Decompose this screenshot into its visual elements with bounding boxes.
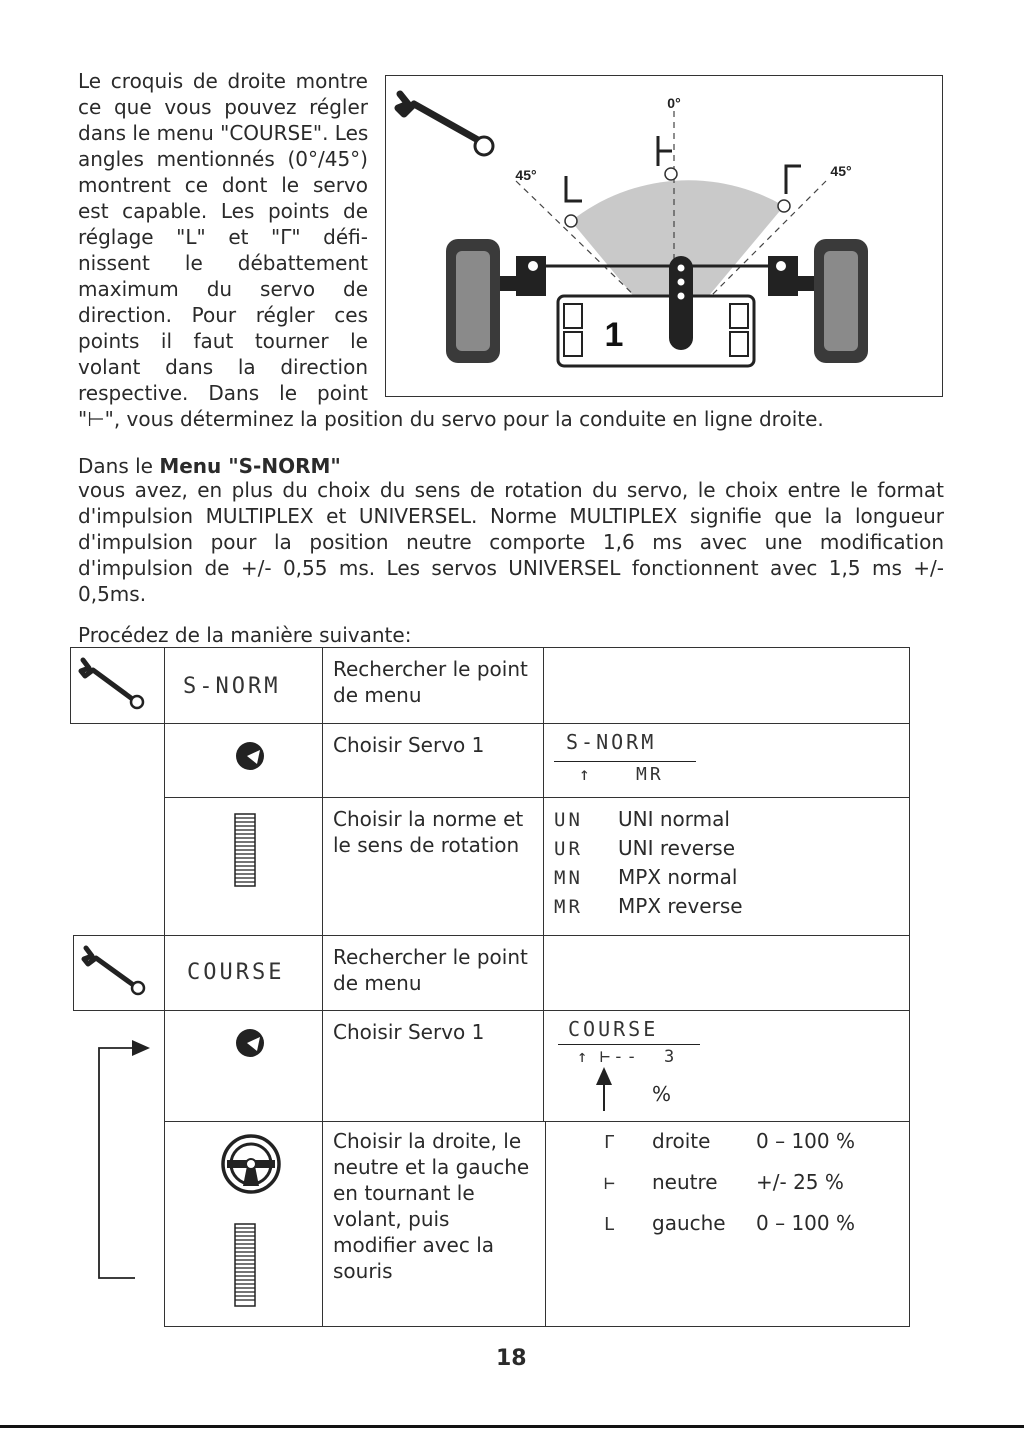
left-knuckle-pin (528, 261, 538, 271)
servo-mount-hole (564, 304, 582, 328)
list-item (554, 893, 743, 922)
right-limit-point (778, 200, 790, 212)
row4-icon-cell (73, 935, 165, 1011)
setting-name: neutre (652, 1170, 718, 1194)
lcd-percent: % (652, 1082, 672, 1106)
snorm-heading-prefix: Dans le (78, 454, 160, 478)
lcd-menu-course: COURSE (187, 960, 285, 985)
intro-line: direction. Pour régler ces (78, 303, 368, 327)
row3-result-cell (543, 797, 910, 936)
procedure-label: Procédez de la manière suivante: (78, 623, 412, 647)
list-item (604, 1169, 855, 1210)
steering-diagram (385, 75, 943, 397)
row6-result-cell (545, 1121, 910, 1327)
option-code: MR (554, 896, 583, 918)
list-item (604, 1128, 855, 1169)
lcd-mode: MR (636, 764, 664, 785)
lcd-divider (554, 761, 696, 762)
row3-text-cell (322, 797, 544, 936)
right-limit-symbol (786, 166, 801, 194)
lcd-arrow: ↑ (579, 764, 593, 785)
row1-instruction: Rechercher le point de menu (333, 657, 528, 707)
loop-back-arrow-icon (94, 1036, 154, 1286)
norm-options-list (554, 806, 743, 922)
wrench-icon (71, 648, 164, 723)
option-code: UR (554, 838, 583, 860)
angle-label-right: 45° (830, 163, 852, 179)
row6-icon-cell (164, 1121, 323, 1327)
intro-line: volant dans la direction (78, 355, 368, 379)
option-label: MPX normal (618, 865, 738, 889)
neutral-symbol (658, 136, 672, 166)
intro-line: nissent le débattement (78, 251, 368, 275)
servo-mount-hole (730, 332, 748, 356)
intro-line: points il faut tourner le (78, 329, 368, 353)
knob-icon (165, 1011, 322, 1121)
setting-range: +/- 25 % (756, 1170, 844, 1194)
row3-instruction: Choisir la norme et le sens de rotation (333, 807, 524, 857)
intro-line: respective. Dans le point (78, 381, 368, 405)
lcd-arrow: ↑ (577, 1047, 591, 1067)
row2-icon-cell (164, 723, 323, 798)
scroll-wheel-icon (165, 1218, 322, 1318)
snorm-body: vous avez, en plus du choix du sens de rotation du servo, le choix entre le format d'impulsion MULTIPLEX et UNIVERSEL. Norme MULTIPLEX signifie que la longueur d'impulsion pour la position neutre comporte 1,6 ms avec une modification d'impulsion de +/- 0,55 ms. Les servos UNIVERSEL fonctionnent avec 1,5 ms +/- 0,5ms. (78, 478, 944, 606)
scan-edge (0, 1425, 1024, 1428)
row2-result-cell (543, 723, 910, 798)
right-knuckle-pin (776, 261, 786, 271)
row5-instruction: Choisir Servo 1 (333, 1020, 485, 1044)
setting-name: gauche (652, 1211, 726, 1235)
scroll-wheel-icon (165, 798, 322, 935)
lcd-menu-snorm: S-NORM (183, 674, 281, 699)
lcd-top: COURSE (568, 1017, 659, 1041)
row5-icon-cell (164, 1010, 323, 1122)
option-code: UN (554, 809, 583, 831)
intro-line: ce que vous pouvez régler (78, 95, 368, 119)
lcd-top: S-NORM (566, 730, 657, 754)
row4-instruction: Rechercher le point de menu (333, 945, 528, 995)
setting-symbol: ⊢ (604, 1173, 618, 1194)
row1-display-cell (164, 647, 323, 724)
row4-result-cell (543, 935, 910, 1011)
intro-line: dans le menu "COURSE". Les (78, 121, 369, 145)
page-number: 18 (496, 1346, 527, 1371)
option-label: UNI normal (618, 807, 730, 831)
setting-symbol: Γ (604, 1132, 618, 1153)
servo-arm-hole (678, 293, 685, 300)
travel-settings-list (604, 1128, 855, 1251)
row1-result-cell (543, 647, 910, 724)
option-label: MPX reverse (618, 894, 743, 918)
intro-paragraph (78, 68, 368, 406)
lcd-divider (558, 1044, 700, 1045)
intro-line: montrent ce dont le servo (78, 173, 368, 197)
row5-result-cell (543, 1010, 910, 1122)
row1-text-cell (322, 647, 544, 724)
right-wheel-shade (824, 251, 858, 351)
setting-name: droite (652, 1129, 711, 1153)
row2-text-cell (322, 723, 544, 798)
wrench-icon (398, 94, 493, 155)
left-wheel-shade (456, 251, 490, 351)
list-item (554, 835, 743, 864)
list-item (604, 1210, 855, 1251)
knob-icon (165, 724, 322, 797)
list-item (554, 864, 743, 893)
intro-line: réglage "L" et "Γ" défi- (78, 225, 368, 249)
option-label: UNI reverse (618, 836, 736, 860)
intro-line: est capable. Les points de (78, 199, 368, 223)
list-item (554, 806, 743, 835)
row5-text-cell (322, 1010, 544, 1122)
left-knuckle (500, 256, 546, 296)
row4-text-cell (322, 935, 544, 1011)
intro-line: maximum du servo de (78, 277, 368, 301)
left-limit-point (565, 215, 577, 227)
intro-last-line: "⊢", vous déterminez la position du servo pour la conduite en ligne droite. (78, 407, 824, 431)
lcd-neutral-symbol: ⊢-- (600, 1047, 640, 1067)
lcd-value: 3 (664, 1047, 678, 1067)
setting-range: 0 – 100 % (756, 1211, 855, 1235)
servo-arm-hole (678, 265, 685, 272)
steering-diagram-svg (386, 76, 942, 396)
intro-line: angles mentionnés (0°/45°) (78, 147, 368, 171)
servo-body (558, 296, 754, 366)
row1-icon-cell (70, 647, 165, 724)
angle-label-center: 0° (667, 95, 681, 111)
snorm-heading (78, 453, 341, 479)
angle-label-left: 45° (515, 167, 537, 183)
snorm-heading-bold: Menu "S-NORM" (159, 454, 341, 478)
row2-instruction: Choisir Servo 1 (333, 733, 485, 757)
servo-number: 1 (604, 316, 624, 354)
intro-line: Le croquis de droite montre (78, 69, 368, 93)
option-code: MN (554, 867, 583, 889)
neutral-point (665, 168, 677, 180)
row6-text-cell (322, 1121, 546, 1327)
right-knuckle (768, 256, 814, 296)
servo-arm-hole (678, 279, 685, 286)
servo-mount-hole (564, 332, 582, 356)
servo-mount-hole (730, 304, 748, 328)
row4-display-cell (164, 935, 323, 1011)
wrench-icon (74, 936, 164, 1010)
setting-symbol: L (604, 1214, 618, 1235)
row6-instruction: Choisir la droite, le neutre et la gauche en tournant le volant, puis modifier avec la souris (333, 1129, 530, 1283)
pointer-arrow-icon (592, 1065, 616, 1113)
row3-icon-cell (164, 797, 323, 936)
left-limit-symbol (566, 176, 582, 201)
setting-range: 0 – 100 % (756, 1129, 855, 1153)
